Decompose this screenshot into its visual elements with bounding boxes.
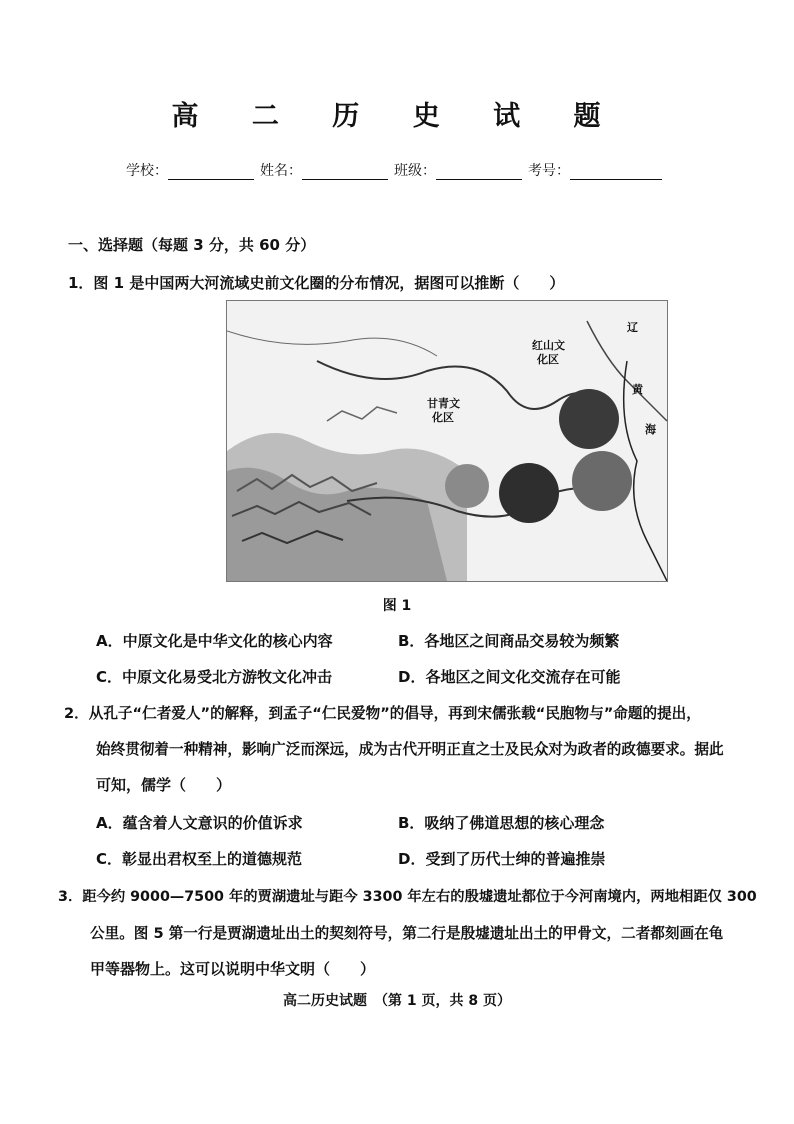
culture-circle-shandong [559,389,619,449]
number-blank [570,163,662,180]
school-blank [168,163,254,180]
q2-line-2: 始终贯彻着一种精神，影响广泛而深远，成为古代开明正直之士及民众对为政者的政德要求。据此 [96,741,724,758]
class-label: 班级： [394,163,436,179]
culture-map-figure [226,300,668,582]
culture-circle-zhongyuan [499,463,559,523]
q1-option-a[interactable]: A．中原文化是中华文化的核心内容 [96,632,333,650]
q1-option-c[interactable]: C．中原文化易受北方游牧文化冲击 [96,668,333,686]
number-label: 考号： [528,163,570,179]
map-label-hai: 海 [645,423,656,436]
q2-option-d[interactable]: D．受到了历代士绅的普遍推崇 [398,850,606,868]
culture-circle-west [445,464,489,508]
q2-line-3: 可知，儒学（ ） [96,776,232,794]
name-label: 姓名： [260,163,302,179]
q1-option-d[interactable]: D．各地区之间文化交流存在可能 [398,668,621,686]
map-label-gansu-2: 化区 [432,411,454,424]
q2-option-c[interactable]: C．彰显出君权至上的道德规范 [96,850,303,868]
q2-option-a[interactable]: A．蕴含着人文意识的价值诉求 [96,814,303,832]
q3-line-3: 甲等器物上。这可以说明中华文明（ ） [90,960,376,978]
map-label-hongshan-2: 化区 [537,353,559,366]
section-heading: 一、选择题（每题 3 分，共 60 分） [68,236,316,254]
map-label-hongshan-1: 红山文 [532,339,565,352]
map-drawing [227,301,667,581]
class-blank [436,163,522,180]
q2-line-1: 2．从孔子“仁者爱人”的解释，到孟子“仁民爱物”的倡导，再到宋儒张载“民胞物与”命题的提出， [64,705,701,722]
q1-option-b[interactable]: B．各地区之间商品交易较为频繁 [398,632,620,650]
map-label-gansu-1: 甘青文 [427,397,460,410]
exam-title: 高 二 历 史 试 题 [171,101,623,132]
map-label-huang: 黄 [632,383,643,396]
q3-line-2: 公里。图 5 第一行是贾湖遗址出土的契刻符号，第二行是殷墟遗址出土的甲骨文，二者都刻画在龟 [90,925,724,942]
figure-caption: 图 1 [382,598,412,614]
culture-circle-jiangnan [572,451,632,511]
student-info-row [0,160,794,180]
name-blank [302,163,388,180]
school-label: 学校： [126,163,168,179]
page-footer: 高二历史试题 （第 1 页，共 8 页） [283,993,511,1009]
q3-line-1: 3．距今约 9000—7500 年的贾湖遗址与距今 3300 年左右的殷墟遗址都位于今河南境内，两地相距仅 300 [58,889,757,905]
q1-stem: 1．图 1 是中国两大河流域史前文化圈的分布情况，据图可以推断（ ） [68,274,565,292]
map-label-liao: 辽 [627,321,638,334]
q2-option-b[interactable]: B．吸纳了佛道思想的核心理念 [398,814,605,832]
